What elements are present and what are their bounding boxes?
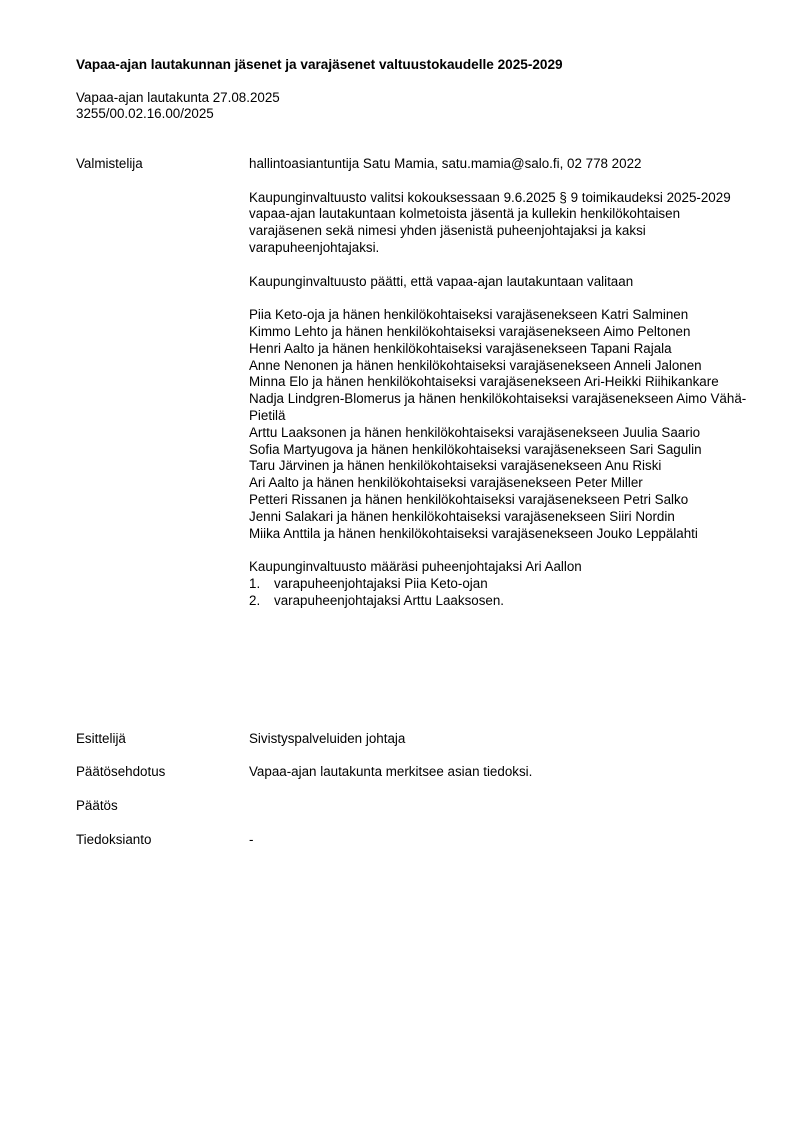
record-number: 3255/00.02.16.00/2025 (76, 106, 214, 121)
notification-value: - (249, 832, 254, 847)
document-meta (76, 90, 280, 122)
member-item: Jenni Salakari ja hänen henkilökohtaiseksi varajäsenekseen Siiri Nordin (249, 508, 675, 524)
member-item: Nadja Lindgren-Blomerus ja hänen henkilökohtaiseksi varajäsenekseen Aimo Vähä-Pietilä (249, 391, 747, 423)
vice-chair-list (249, 576, 749, 610)
member-item: Henri Aalto ja hänen henkilökohtaiseksi varajäsenekseen Tapani Rajala (249, 340, 672, 356)
member-list (249, 307, 749, 542)
member-item: Kimmo Lehto ja hänen henkilökohtaiseksi varajäsenekseen Aimo Peltonen (249, 323, 691, 339)
list-number: 1. (249, 575, 261, 591)
member-item: Miika Anttila ja hänen henkilökohtaiseksi varajäsenekseen Jouko Leppälahti (249, 525, 698, 541)
vice-chair-text: varapuheenjohtajaksi Piia Keto-ojan (274, 575, 488, 591)
list-number: 2. (249, 592, 261, 608)
main-content (249, 156, 749, 610)
member-item: Taru Järvinen ja hänen henkilökohtaiseksi varajäsenekseen Anu Riski (249, 458, 662, 474)
member-item: Arttu Laaksonen ja hänen henkilökohtaiseksi varajäsenekseen Juulia Saario (249, 424, 701, 440)
member-item: Petteri Rissanen ja hänen henkilökohtaiseksi varajäsenekseen Petri Salko (249, 491, 689, 507)
decision-label: Päätös (76, 798, 118, 813)
proposal-label: Päätösehdotus (76, 764, 166, 779)
vice-chair-item (249, 576, 749, 593)
chair-line: Kaupunginvaltuusto määräsi puheenjohtajaksi Ari Aallon (249, 559, 582, 575)
vice-chair-text: varapuheenjohtajaksi Arttu Laaksosen. (274, 592, 505, 608)
document-title: Vapaa-ajan lautakunnan jäsenet ja varajäsenet valtuustokaudelle 2025-2029 (76, 57, 563, 72)
presenter-value: Sivistyspalveluiden johtaja (249, 731, 406, 746)
member-item: Minna Elo ja hänen henkilökohtaiseksi varajäsenekseen Ari-Heikki Riihikankare (249, 374, 719, 390)
presenter-label: Esittelijä (76, 731, 126, 746)
board-date: Vapaa-ajan lautakunta 27.08.2025 (76, 90, 280, 105)
intro-paragraph: Kaupunginvaltuusto valitsi kokouksessaan 9.6.2025 § 9 toimikaudeksi 2025-2029 vapaa-ajan lautakuntaan kolmetoista jäsentä ja kullekin henkilökohtaisen varajäsenen sekä nimesi yhden jäsenistä puheenjohtajaksi ja kaksi varapuheenjohtajaksi. (249, 189, 731, 255)
decision-intro: Kaupunginvaltuusto päätti, että vapaa-ajan lautakuntaan valitaan (249, 273, 634, 289)
vice-chair-item (249, 593, 749, 610)
proposal-value: Vapaa-ajan lautakunta merkitsee asian tiedoksi. (249, 764, 533, 779)
member-item: Piia Keto-oja ja hänen henkilökohtaiseksi varajäsenekseen Katri Salminen (249, 307, 689, 323)
member-item: Ari Aalto ja hänen henkilökohtaiseksi varajäsenekseen Peter Miller (249, 475, 643, 491)
notification-label: Tiedoksianto (76, 832, 152, 847)
preparer-label: Valmistelija (76, 156, 143, 171)
member-item: Sofia Martyugova ja hänen henkilökohtaiseksi varajäsenekseen Sari Sagulin (249, 441, 702, 457)
preparer-value: hallintoasiantuntija Satu Mamia, satu.mamia@salo.fi, 02 778 2022 (249, 156, 642, 171)
member-item: Anne Nenonen ja hänen henkilökohtaiseksi varajäsenekseen Anneli Jalonen (249, 357, 702, 373)
